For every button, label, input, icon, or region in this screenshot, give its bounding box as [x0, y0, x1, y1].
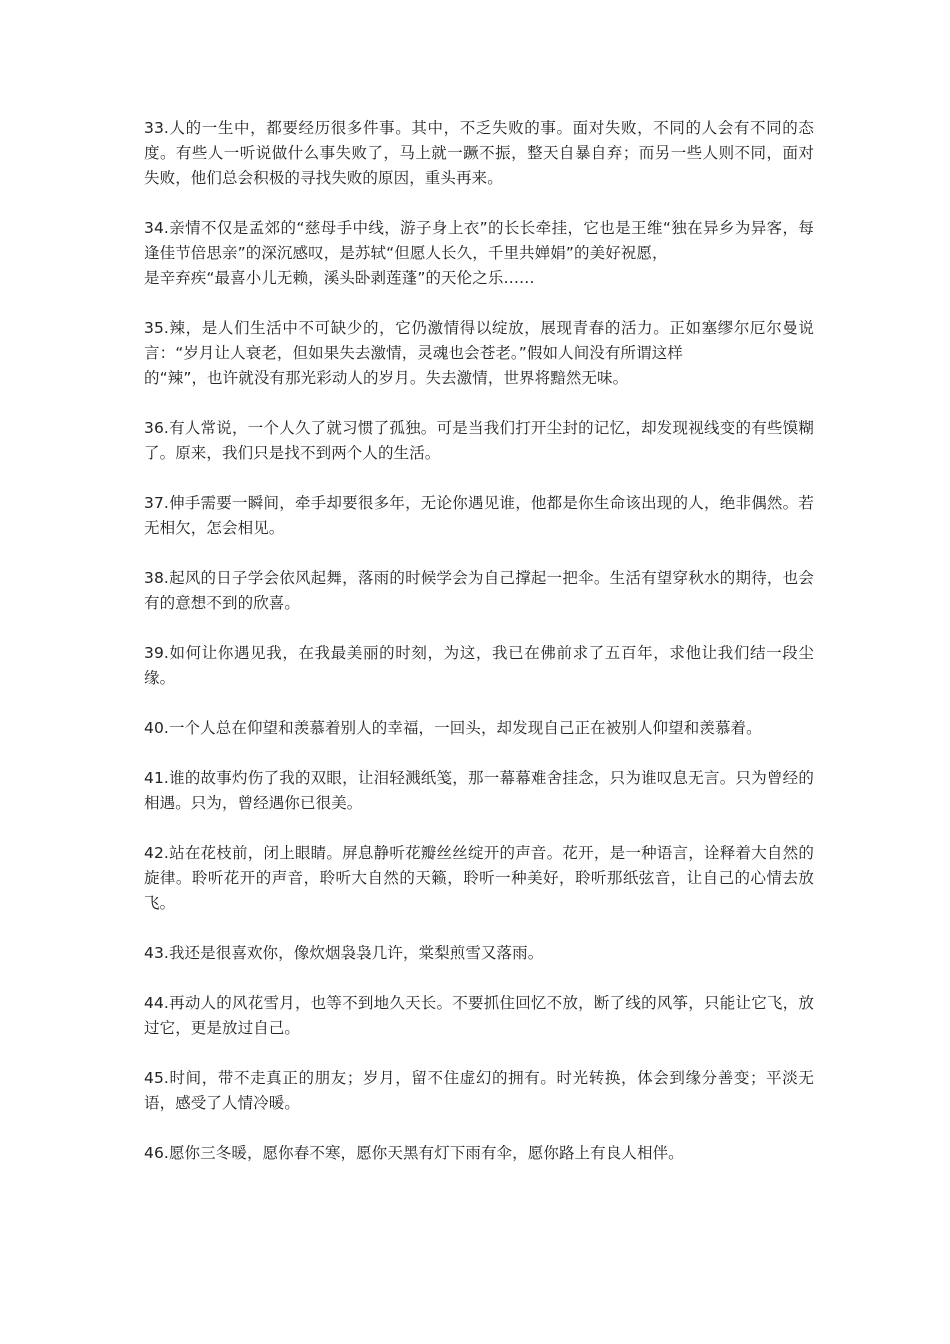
paragraph-37: 37.伸手需要一瞬间，牵手却要很多年，无论你遇见谁，他都是你生命该出现的人，绝非偶然。若无相欠，怎会相见。 [144, 494, 814, 537]
paragraph-36: 36.有人常说，一个人久了就习惯了孤独。可是当我们打开尘封的记忆，却发现视线变的有些馍糊了。原来，我们只是找不到两个人的生活。 [144, 419, 814, 462]
paragraph-34: 34.亲情不仅是孟郊的“慈母手中线，游子身上衣”的长长牵挂，它也是王维“独在异乡为异客，每逢佳节倍思亲”的深沉感叹，是苏轼“但愿人长久，千里共婵娟”的美好祝愿， 是辛弃疾“最喜小儿无赖，溪头卧剥莲蓬”的天伦之乐…… [144, 219, 814, 287]
paragraph-43: 43.我还是很喜欢你，像炊烟袅袅几许，棠梨煎雪又落雨。 [144, 944, 544, 962]
paragraph-40: 40.一个人总在仰望和羡慕着别人的幸福，一回头，却发现自己正在被别人仰望和羡慕着。 [144, 719, 762, 737]
paragraph-44: 44.再动人的风花雪月，也等不到地久天长。不要抓住回忆不放，断了线的风筝，只能让它飞，放过它，更是放过自己。 [144, 994, 814, 1037]
paragraph-38: 38.起风的日子学会依风起舞，落雨的时候学会为自己撑起一把伞。生活有望穿秋水的期待，也会有的意想不到的欣喜。 [144, 569, 814, 612]
paragraph-45: 45.时间，带不走真正的朋友；岁月，留不住虚幻的拥有。时光转换，体会到缘分善变；平淡无语，感受了人情冷暖。 [144, 1069, 814, 1112]
paragraph-41: 41.谁的故事灼伤了我的双眼，让泪轻溅纸笺，那一幕幕难舍挂念，只为谁叹息无言。只为曾经的相遇。只为，曾经遇你已很美。 [144, 769, 814, 812]
paragraph-39: 39.如何让你遇见我，在我最美丽的时刻，为这，我已在佛前求了五百年，求他让我们结一段尘缘。 [144, 644, 814, 687]
document-body [144, 116, 814, 1191]
paragraph-42: 42.站在花枝前，闭上眼睛。屏息静听花瓣丝丝绽开的声音。花开，是一种语言，诠释着大自然的旋律。聆听花开的声音，聆听大自然的天籁，聆听一种美好，聆听那纸弦音，让自己的心情去放飞。 [144, 844, 814, 912]
paragraph-35: 35.辣，是人们生活中不可缺少的，它仍激情得以绽放，展现青春的活力。正如塞缪尔厄尔曼说言：“岁月让人衰老，但如果失去激情，灵魂也会苍老。”假如人间没有所谓这样 的“辣”，也许就没有那光彩动人的岁月。失去激情，世界将黯然无味。 [144, 319, 814, 387]
paragraph-33: 33.人的一生中，都要经历很多件事。其中，不乏失败的事。面对失败，不同的人会有不同的态度。有些人一听说做什么事失败了，马上就一蹶不振，整天自暴自弃；而另一些人则不同，面对失败，他们总会积极的寻找失败的原因，重头再来。 [144, 119, 814, 187]
paragraph-46: 46.愿你三冬暖，愿你春不寒，愿你天黑有灯下雨有伞，愿你路上有良人相伴。 [144, 1144, 684, 1162]
